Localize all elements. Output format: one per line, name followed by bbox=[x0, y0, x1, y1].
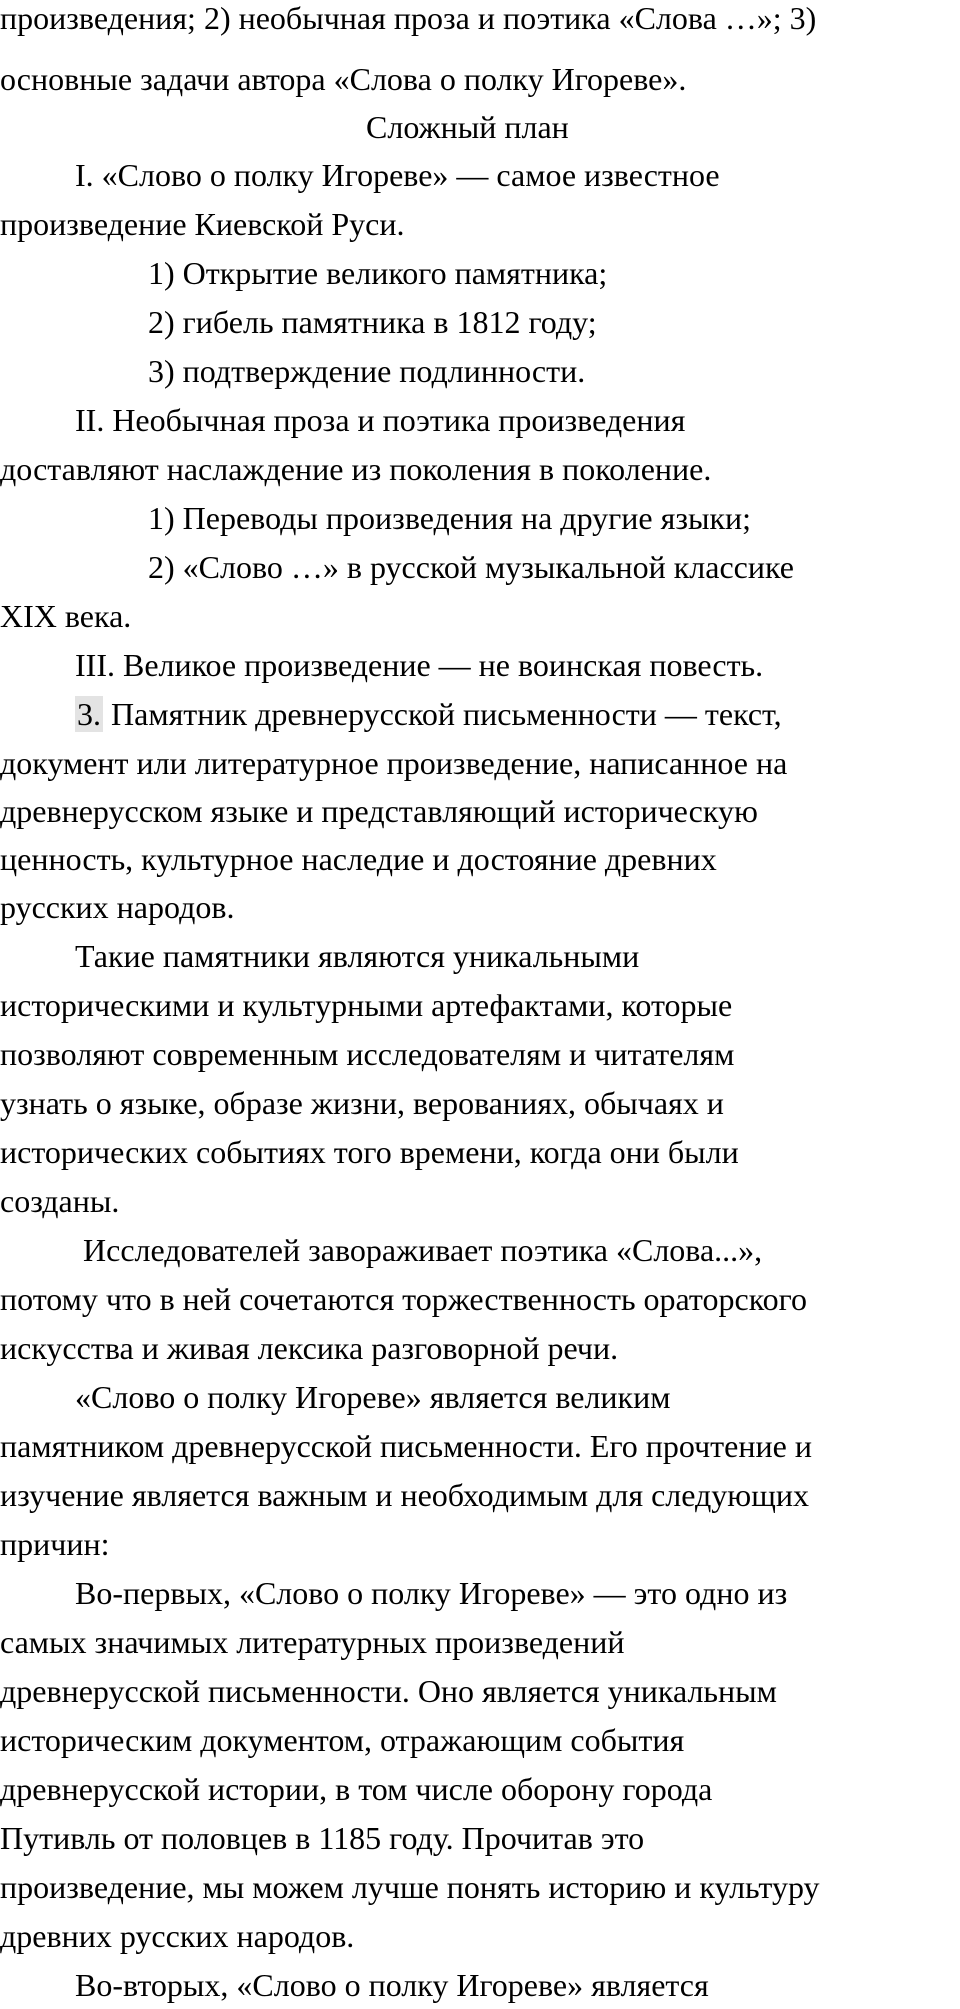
section-heading: Сложный план bbox=[366, 109, 569, 145]
text-line: исторических событиях того времени, когда они были bbox=[0, 1134, 739, 1170]
text-line: потому что в ней сочетаются торжественность ораторского bbox=[0, 1281, 807, 1317]
text-line: узнать о языке, образе жизни, верованиях, обычаях и bbox=[0, 1085, 724, 1121]
text-line: искусства и живая лексика разговорной речи. bbox=[0, 1330, 619, 1366]
text-line: произведения; 2) необычная проза и поэтика «Слова …»; 3) bbox=[0, 0, 817, 36]
text-line: историческим документом, отражающим события bbox=[0, 1722, 685, 1758]
text-line: древнерусской истории, в том числе оборону города bbox=[0, 1771, 713, 1807]
list-item: 1) Открытие великого памятника; bbox=[148, 255, 608, 291]
text-line: причин: bbox=[0, 1526, 110, 1562]
text-line: Во-первых, «Слово о полку Игореве» — это одно из bbox=[75, 1575, 788, 1611]
text-line: XIX века. bbox=[0, 598, 132, 634]
list-item: 2) «Слово …» в русской музыкальной классике bbox=[148, 549, 794, 585]
text-line: Путивль от половцев в 1185 году. Прочитав это bbox=[0, 1820, 645, 1856]
text-line: произведение Киевской Руси. bbox=[0, 206, 405, 242]
text-line: доставляют наслаждение из поколения в поколение. bbox=[0, 451, 712, 487]
text-line: «Слово о полку Игореве» является великим bbox=[75, 1379, 671, 1415]
list-item: 1) Переводы произведения на другие языки; bbox=[148, 500, 752, 536]
text-line: ценность, культурное наследие и достояние древних bbox=[0, 841, 717, 877]
text-line: древнерусской письменности. Оно является уникальным bbox=[0, 1673, 777, 1709]
text-line: самых значимых литературных произведений bbox=[0, 1624, 625, 1660]
text-line: историческими и культурными артефактами, которые bbox=[0, 987, 733, 1023]
list-item: 2) гибель памятника в 1812 году; bbox=[148, 304, 597, 340]
highlighted-number: 3. bbox=[77, 696, 101, 732]
text-line: произведение, мы можем лучше понять историю и культуру bbox=[0, 1869, 820, 1905]
text-line: позволяют современным исследователям и читателям bbox=[0, 1036, 735, 1072]
text-line: III. Великое произведение — не воинская повесть. bbox=[75, 647, 764, 683]
text-line: I. «Слово о полку Игореве» — самое известное bbox=[75, 157, 720, 193]
text-line: созданы. bbox=[0, 1183, 120, 1219]
text-line: изучение является важным и необходимым для следующих bbox=[0, 1477, 809, 1513]
text-line: Такие памятники являются уникальными bbox=[75, 938, 640, 974]
text-line: Исследователей завораживает поэтика «Слова...», bbox=[75, 1232, 763, 1268]
text-line: основные задачи автора «Слова о полку Игореве». bbox=[0, 61, 687, 97]
text-line: Во-вторых, «Слово о полку Игореве» является bbox=[75, 1967, 709, 2003]
list-item: 3) подтверждение подлинности. bbox=[148, 353, 586, 389]
text-line: памятником древнерусской письменности. Его прочтение и bbox=[0, 1428, 812, 1464]
text-line: II. Необычная проза и поэтика произведения bbox=[75, 402, 686, 438]
text-line: древнерусском языке и представляющий историческую bbox=[0, 793, 758, 829]
paragraph-start bbox=[75, 690, 782, 738]
text-span: Памятник древнерусской письменности — текст, bbox=[103, 696, 782, 732]
text-line: русских народов. bbox=[0, 889, 235, 925]
text-line: древних русских народов. bbox=[0, 1918, 355, 1954]
text-line: документ или литературное произведение, написанное на bbox=[0, 745, 788, 781]
